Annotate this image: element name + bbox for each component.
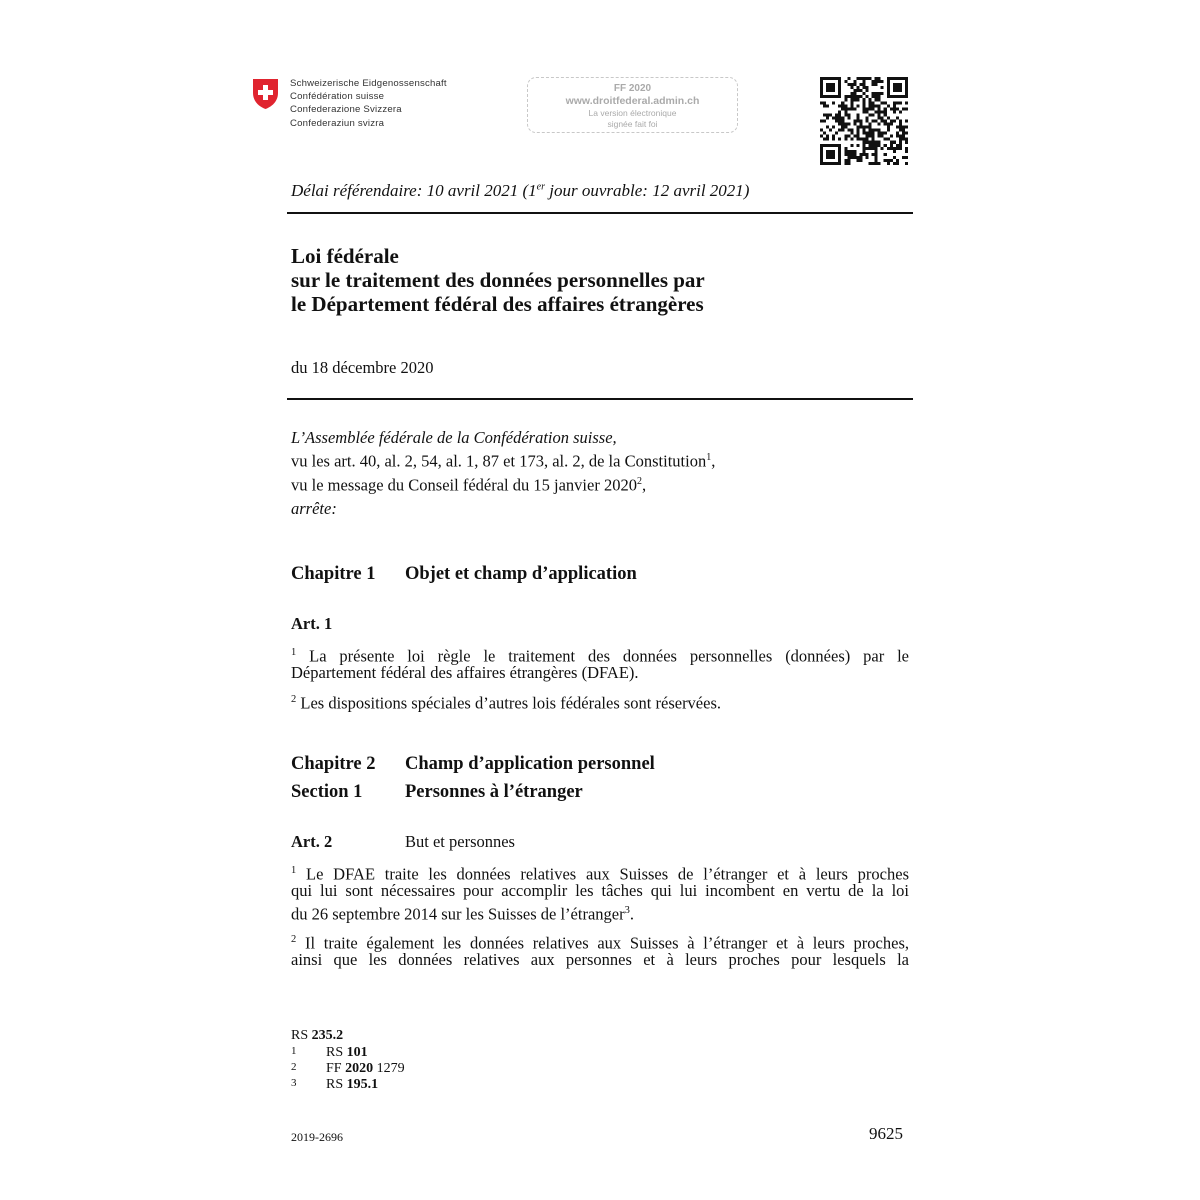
art-2-label: Art. 2 xyxy=(291,832,333,851)
footnote: 1 RS 101 xyxy=(291,1044,368,1060)
stamp-ff: FF 2020 xyxy=(613,83,652,94)
preamble-assembly: L’Assemblée fédérale de la Confédération suisse, xyxy=(291,428,617,447)
art-1-para-2: $^2$ Les dispositions spéciales d’autres lois fédérales sont réservées. xyxy=(291,693,722,713)
footnotes xyxy=(291,1028,405,1093)
footnote: 2 FF 2020 1279 xyxy=(291,1060,405,1076)
confederation-name-fr: Confédération suisse xyxy=(290,91,385,103)
preamble-vu-constitution: vu les art. 40, al. 2, 54, al. 1, 87 et 173, al. 2, de la Constitution$^1$, xyxy=(291,451,716,471)
referendum-deadline: Délai référendaire: 10 avril 2021 (1er jour ouvrable: 12 avril 2021) xyxy=(291,181,750,200)
qr-code-modules xyxy=(820,77,908,165)
confederation-name-rm: Confederaziun svizra xyxy=(290,117,385,129)
art-1-label: Art. 1 xyxy=(291,614,333,633)
preamble-vu-message: vu le message du Conseil fédéral du 15 janvier 2020$^2$, xyxy=(291,475,647,494)
divider xyxy=(287,212,913,214)
confederation-name-de: Schweizerische Eidgenossenschaft xyxy=(290,78,447,89)
art-2-para-1-cont: qui lui sont nécessaires pour accomplir les tâches qui lui incombent en vertu de la loi xyxy=(291,881,909,900)
art-2-para-2-cont: ainsi que les données relatives aux personnes et à leurs proches pour lesquels la xyxy=(291,950,909,969)
chapter-1-heading: Chapitre 1 Objet et champ d’application xyxy=(291,564,637,584)
rs-reference: RS 235.2 xyxy=(291,1028,344,1043)
confederation-name-it: Confederazione Svizzera xyxy=(290,104,402,116)
art-2-para-1-end: du 26 septembre 2014 sur les Suisses de l’étranger$^3$. xyxy=(291,904,634,924)
law-date: du 18 décembre 2020 xyxy=(291,358,434,377)
stamp-note-2: signée fait foi xyxy=(607,119,658,129)
art-2-para-1: $^1$ Le DFAE traite les données relatives aux Suisses de l’étranger et à leurs proches xyxy=(291,864,909,884)
art-2-para-2: $^2$ Il traite également les données relatives aux Suisses à l’étranger et à leurs proches, xyxy=(291,933,909,953)
chapter-2-heading: Chapitre 2 Champ d’application personnel xyxy=(291,754,655,774)
stamp-url: www.droitfederal.admin.ch xyxy=(565,95,700,107)
preamble xyxy=(291,428,715,519)
stamp-note-1: La version électronique xyxy=(588,108,677,118)
art-1-para-1: $^1$ La présente loi règle le traitement des données personnelles (données) par le xyxy=(291,646,909,666)
swiss-crest-icon xyxy=(252,78,279,110)
divider xyxy=(287,398,913,400)
art-2-title: But et personnes xyxy=(405,832,515,851)
footnote: 3 RS 195.1 xyxy=(291,1076,379,1092)
document-id: 2019-2696 xyxy=(291,1130,343,1144)
signature-stamp xyxy=(527,77,738,133)
page-number: 9625 xyxy=(869,1124,903,1143)
art-1-para-1-cont: Département fédéral des affaires étrangères (DFAE). xyxy=(291,663,639,682)
law-title: Loi fédérale sur le traitement des données personnelles par le Département fédéral des affaires étrangères xyxy=(291,244,705,316)
section-1-heading: Section 1 Personnes à l’étranger xyxy=(291,782,583,802)
confederation-names xyxy=(290,77,447,130)
qr-code-icon xyxy=(820,77,908,165)
preamble-arrete: arrête: xyxy=(291,499,337,518)
